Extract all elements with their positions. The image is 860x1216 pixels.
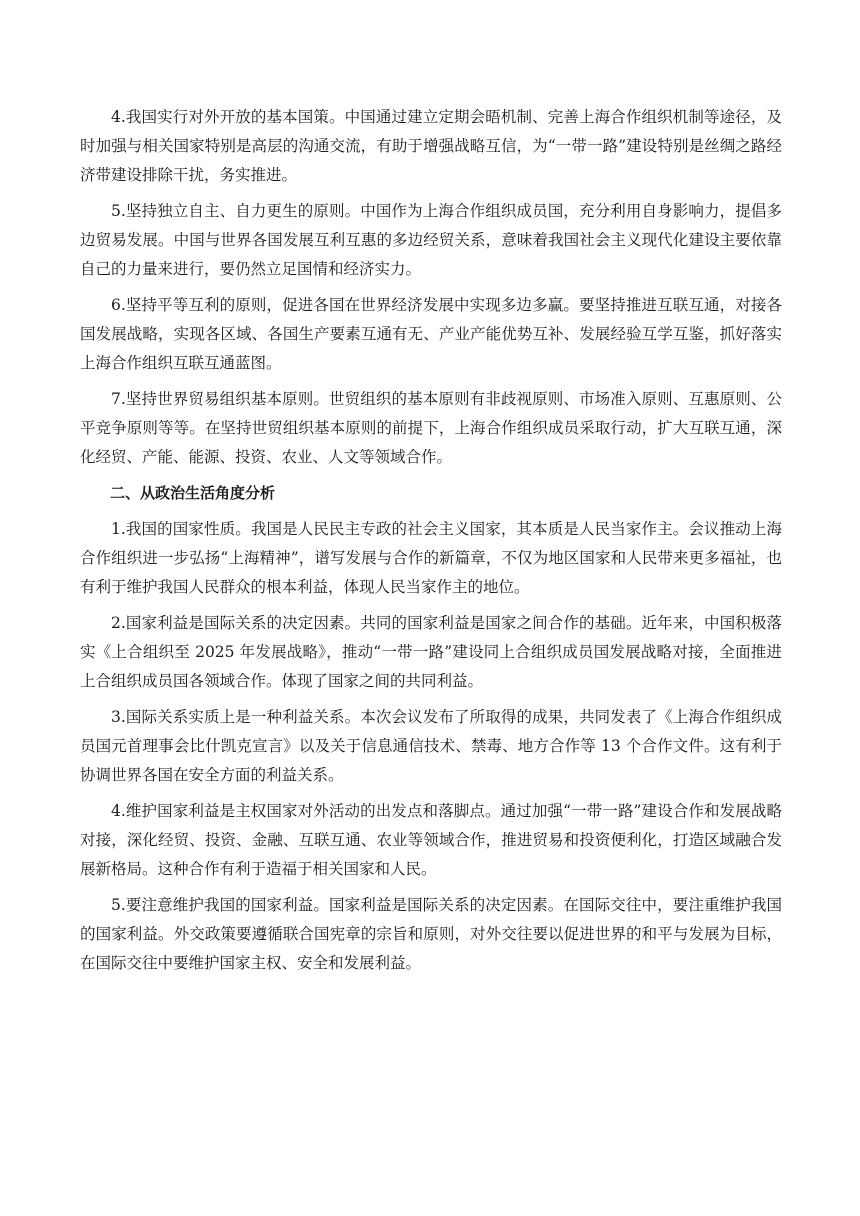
paragraph-item-3-interest-relations: 3.国际关系实质上是一种利益关系。本次会议发布了所取得的成果，共同发表了《上海合作组织成员国元首理事会比什凯克宣言》以及关于信息通信技术、禁毒、地方合作等 13 个合作文件。这有利于协调世界各国在安全方面的利益关系。 (80, 708, 782, 784)
paragraph-item-6-mutual-benefit: 6.坚持平等互利的原则，促进各国在世界经济发展中实现多边多赢。要坚持推进互联互通，对接各国发展战略，实现各区域、各国生产要素互通有无、产业产能优势互补、发展经验互学互鉴，抓好落实上海合作组织互联互通蓝图。 (80, 296, 782, 372)
paragraph-item-5-safeguard-interest: 5.要注意维护我国的国家利益。国家利益是国际关系的决定因素。在国际交往中，要注重维护我国的国家利益。外交政策要遵循联合国宪章的宗旨和原则，对外交往要以促进世界的和平与发展为目标，在国际交往中要维护国家主权、安全和发展利益。 (80, 896, 782, 972)
paragraph-item-7-wto-principles: 7.坚持世界贸易组织基本原则。世贸组织的基本原则有非歧视原则、市场准入原则、互惠原则、公平竞争原则等等。在坚持世贸组织基本原则的前提下，上海合作组织成员采取行动，扩大互联互通，深化经贸、产能、能源、投资、农业、人文等领域合作。 (80, 390, 782, 466)
paragraph-item-4-foreign-activity: 4.维护国家利益是主权国家对外活动的出发点和落脚点。通过加强“一带一路”建设合作和发展战略对接，深化经贸、投资、金融、互联互通、农业等领域合作，推进贸易和投资便利化，打造区域融合发展新格局。这种合作有利于造福于相关国家和人民。 (80, 802, 782, 878)
document-body (80, 103, 782, 985)
paragraph-item-1-state-nature: 1.我国的国家性质。我国是人民民主专政的社会主义国家，其本质是人民当家作主。会议推动上海合作组织进一步弘扬“上海精神”，谱写发展与合作的新篇章，不仅为地区国家和人民带来更多福祉，也有利于维护我国人民群众的根本利益，体现人民当家作主的地位。 (80, 520, 782, 596)
section-heading-political-life: 二、从政治生活角度分析 (110, 484, 276, 502)
paragraph-item-4-opening-up: 4.我国实行对外开放的基本国策。中国通过建立定期会晤机制、完善上海合作组织机制等途径，及时加强与相关国家特别是高层的沟通交流，有助于增强战略互信，为“一带一路”建设特别是丝绸之路经济带建设排除干扰，务实推进。 (80, 108, 782, 184)
paragraph-item-2-national-interest: 2.国家利益是国际关系的决定因素。共同的国家利益是国家之间合作的基础。近年来，中国积极落实《上合组织至 2025 年发展战略》，推动“一带一路”建设同上合组织成员国发展战略对接，全面推进上合组织成员国各领域合作。体现了国家之间的共同利益。 (80, 614, 782, 690)
paragraph-item-5-independence: 5.坚持独立自主、自力更生的原则。中国作为上海合作组织成员国，充分利用自身影响力，提倡多边贸易发展。中国与世界各国发展互利互惠的多边经贸关系，意味着我国社会主义现代化建设主要依靠自己的力量来进行，要仍然立足国情和经济实力。 (80, 202, 782, 278)
